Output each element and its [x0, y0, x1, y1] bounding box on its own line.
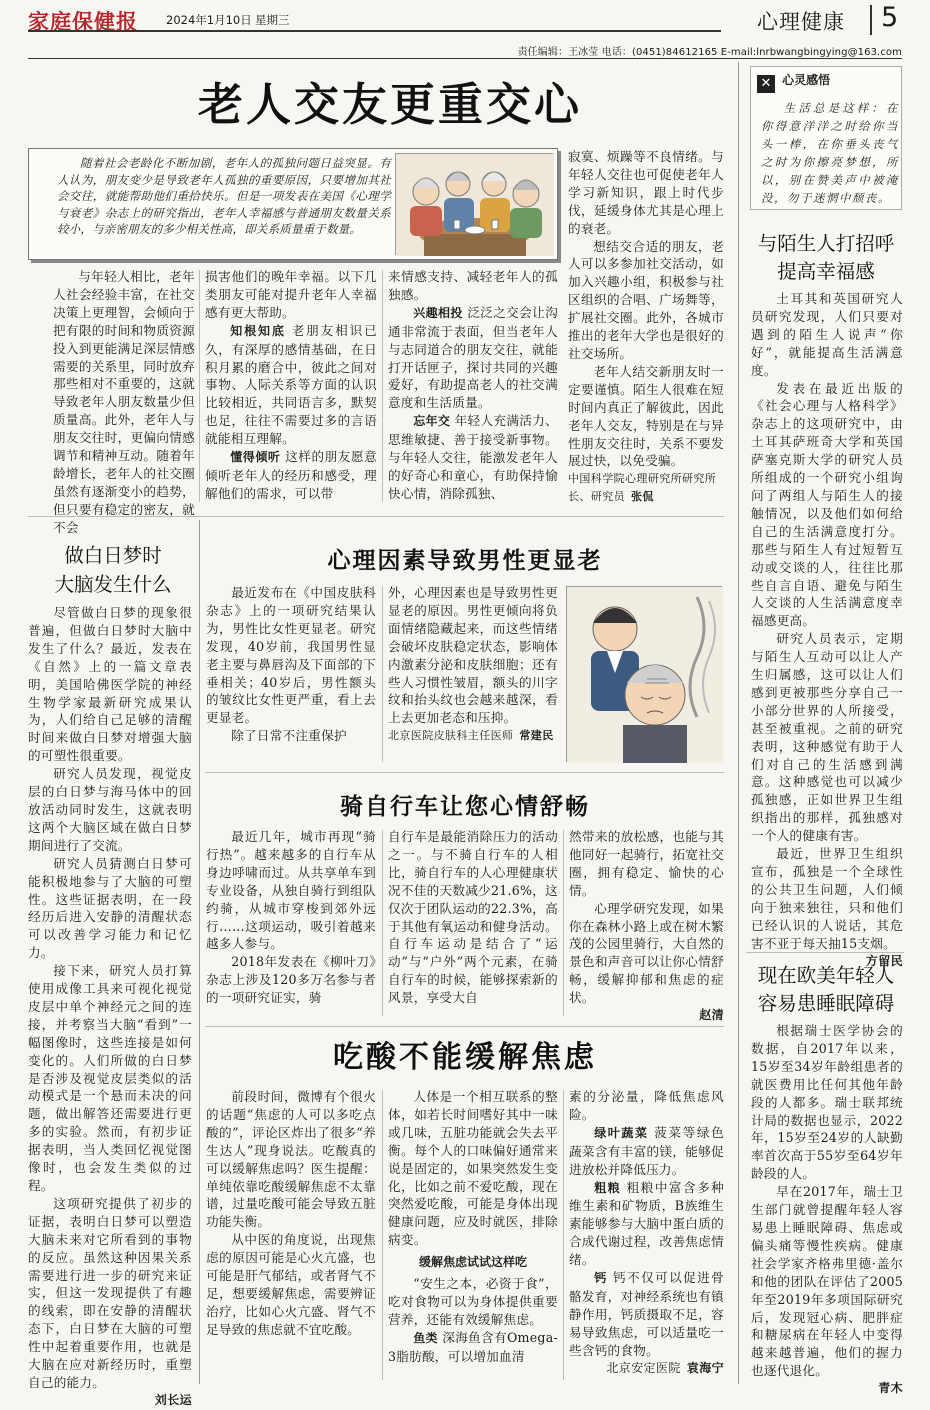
- section-rule: [205, 1026, 724, 1027]
- mid3-sig-org: 北京安定医院: [606, 1360, 681, 1375]
- lead-column-4-top: [568, 148, 724, 504]
- side1-para-3: 研究人员表示，定期与陌生人互动可以让人产生归属感，这可以让人们感到更被那些分享自己一小部分世界的人所接受，甚至被重视。之前的研究表明，这种感觉有助于人们对自己的生活感到满意。这种感觉也可以减少孤独感，正如世界卫生组织指出的那样，孤独感对一个人的健康有害。: [751, 631, 903, 844]
- mid2-para-3: 自行车是最能消除压力的活动之一。与不骑自行车的人相比，骑自行车的人心理健康状况不佳的天数减少21.6%，这仅次于团队运动的22.3%，高于其他有氧运动和健身活动。自行车运动是结合了“运动”与“户外”两个元素，在骑自行车的时候，能够探索新的风景，享受大自: [388, 829, 558, 1006]
- page-number: 5: [881, 2, 899, 33]
- mid3-para-1: 前段时间，微博有个很火的话题“焦虑的人可以多吃点酸的”，评论区炸出了很多“养生达人”现身说法。吃酸真的可以缓解焦虑吗？医生提醒：单纯依靠吃酸缓解焦虑不太靠谱，过量吃酸可能会导致五脏功能失衡。: [206, 1089, 376, 1230]
- side-article2-body: [751, 1022, 903, 1396]
- paper-name: 家庭保健报: [28, 9, 138, 34]
- side-article2-title-2: 容易患睡眠障碍: [757, 992, 895, 1015]
- mid1-para-1: 最近发布在《中国皮肤科杂志》上的一项研究结果认为，男性比女性更显老。研究发现，40岁前，我国男性显老主要与鼻唇沟及下面部的下垂相关；40岁后，男性额头的皱纹比女性更严重，看上去更显老。: [206, 585, 376, 726]
- lead-col4-para-3: 老年人结交新朋友时一定要谨慎。陌生人很难在短时间内真正了解彼此，因此老年人交友，特别是在与异性朋友交往时，关系不要发展过快，以免受骗。: [568, 363, 724, 469]
- lead-column-3: [388, 268, 558, 508]
- lead-author: 张侃: [631, 490, 654, 504]
- lead-col3-para-3: [388, 412, 558, 503]
- inspiration-text: 生活总是这样：在你得意洋洋之时给你当头一棒，在你垂头丧气之时为你擦亮梦想，所以，别在赞美声中被淹没，勿于迷惘中颓丧。: [761, 101, 899, 205]
- mid2-title: 骑自行车让您心情舒畅: [340, 793, 590, 820]
- mid1-column-2: [388, 584, 558, 764]
- section-name: 心理健康: [757, 10, 845, 34]
- mid3-column-2: [388, 1088, 558, 1384]
- lead-intro-text: 随着社会老龄化不断加剧，老年人的孤独问题日益突显。有人认为，朋友变少是导致老年人孤独的重要原因，只要增加其社会交往，就能帮助他们重拾快乐。但是一项发表在美国《心理学与衰老》杂志上的研究指出，老年人幸福感与普通朋友数量关系较小，与亲密朋友的多少相关性高，即关系质量重于数量。: [57, 156, 391, 236]
- lead-col3-para-2-lead: 兴趣相投: [413, 305, 463, 320]
- mid1-title: 心理因素导致男性更显老: [327, 547, 603, 574]
- mid2-para-5: 心理学研究发现，如果你在森林小路上或在树木繁茂的公园里骑行，大自然的景色和声音可以让你心情舒畅，缓解抑郁和焦虑的症状。: [569, 900, 724, 1006]
- mid3-para-3: 人体是一个相互联系的整体，如若长时间嗜好其中一味或几味，五脏功能就会失去平衡。每个人的口味偏好通常来说是固定的，如果突然发生变化，比如之前不爱吃酸，现在突然爱吃酸，可能是身体出现健康问题，应及时就医，排除病变。: [388, 1089, 558, 1248]
- mid2-author: 赵清: [699, 1008, 724, 1023]
- side-article1-title-2: 提高幸福感: [777, 260, 875, 283]
- left-para-5: 这项研究提供了初步的证据，表明白日梦可以塑造大脑未来对它所看到的事物的反应。虽然这种因果关系需要进行进一步的研究来证实，但这一发现提供了有趣的线索，即在安静的清醒状态下，白日梦在大脑的可塑性中起着重要作用，也就是大脑在应对新经历时，重塑自己的能力。: [28, 1195, 192, 1390]
- mid1-para-2: 除了日常不注重保护: [231, 728, 347, 744]
- mid3-para-6: 素的分泌量，降低焦虑风险。: [569, 1089, 724, 1122]
- left-author: 刘长运: [154, 1392, 192, 1407]
- section-rule: [205, 772, 724, 773]
- left-column-rule: [199, 520, 200, 1384]
- mid3-column-3: [569, 1088, 724, 1384]
- mid3-para-9-lead: 钙: [594, 1271, 608, 1286]
- side2-para-2: 早在2017年，瑞士卫生部门就曾提醒年轻人容易患上睡眠障碍、焦虑或偏头痛等慢性疾病。健康社会学家齐格弗里德·盖尔和他的团队在评估了2005年至2019年多项国际研究后，发现冠心病、肥胖症和糖尿病在年轻人中变得越来越普遍，他们的握力也逐代退化。: [751, 1184, 903, 1379]
- lead-column-2: [205, 268, 377, 508]
- mid3-para-5-lead: 鱼类: [413, 1330, 438, 1345]
- lead-intro-box: [28, 148, 558, 260]
- divider: [382, 1090, 383, 1380]
- mid2-para-1: 最近几年，城市再现“骑行热”。越来越多的自行车从身边呼啸而过。从共享单车到专业设备，从独自骑行到组队约骑，从城市穿梭到郊外远行……这项运动，吸引着越来越多人参与。: [206, 829, 376, 952]
- lead-col3-para-2: [388, 304, 558, 412]
- divider: [382, 830, 383, 1016]
- issue-weekday: 星期三: [255, 13, 290, 27]
- lead-col3-para-1: 来情感支持、减轻老年人的孤独感。: [388, 269, 558, 302]
- lead-col3-para-3-lead: 忘年交: [413, 414, 451, 429]
- divider: [563, 1090, 564, 1380]
- lead-col2-para-3-lead: 懂得倾听: [230, 450, 281, 465]
- lead-col2-para-3-text: 这样的朋友愿意倾听老年人的经历和感受，理解他们的需求，可以带: [205, 449, 377, 501]
- mid3-para-4: “安生之本，必资于食”，吃对食物可以为身体提供重要营养，还能有效缓解焦虑。: [388, 1276, 558, 1327]
- editor-line: 责任编辑：王冰莹 电话：(0451)84612165 E-mail:lnrbwangbingying@163.com: [517, 47, 902, 58]
- mid2-column-3: [569, 828, 724, 1023]
- mid3-para-8-lead: 粗粮: [594, 1180, 622, 1195]
- mid3-para-5: [388, 1329, 558, 1366]
- divider: [382, 586, 383, 762]
- lead-col3-para-2-text: 泛泛之交会让沟通非常流于表面，但当老年人与志同道合的朋友交往，就能打开话匣子，探讨共同的兴趣爱好，有助提高老人的社交满意度和生活质量。: [388, 304, 558, 411]
- lead-title: 老人交友更重交心: [197, 78, 582, 131]
- mid1-para-3: 外，心理因素也是导致男性更显老的原因。男性更倾向将负面情绪隐藏起来，而这些情绪会破坏皮肤稳定状态，影响体内激素分泌和皮肤细胞；还有些人习惯性皱眉，额头的川字纹和抬头纹也会越来越深，看上去更加老态和压抑。: [388, 585, 558, 726]
- elderly-friends-illustration: [395, 153, 553, 255]
- section-rule: [746, 952, 904, 953]
- mid2-column-1: [206, 828, 376, 1018]
- side2-author: 青木: [878, 1381, 903, 1396]
- side-article2-title-1: 现在欧美年轻人: [757, 964, 895, 987]
- left-para-3: 研究人员猜测白日梦可能积极地参与了大脑的可塑性。这些证据表明，在一段经历后进入安静的清醒状态可以改善学习能力和记忆力。: [28, 855, 192, 961]
- mid3-signature: [569, 1360, 724, 1378]
- divider: [199, 270, 200, 502]
- mid3-para-9: [569, 1269, 724, 1360]
- inspiration-label: 心灵感悟: [782, 73, 831, 87]
- header-rule: [28, 30, 721, 32]
- left-para-1: 尽管做白日梦的现象很普遍，但做白日梦时大脑中发生了什么？最近，发表在《自然》上的一篇文章表明，美国哈佛医学院的神经生物学家最新研究成果认为，人们给自己足够的清醒时间来做白日梦对增强大脑的可塑性很重要。: [28, 605, 192, 764]
- side1-para-2: 发表在最近出版的《社会心理与人格科学》杂志上的这项研究中，由土耳其萨班奇大学和英国萨塞克斯大学的研究人员所组成的一个研究小组询问了两组人与陌生人的接触情况，以及他们如何给自己的生活满意度打分。那些与陌生人有过短暂互动或交谈的人，往往比那些自言自语、避免与陌生人交谈的人生活满意度幸福感更高。: [751, 380, 903, 629]
- mid1-signature: [388, 727, 558, 745]
- left-article-body: [28, 604, 192, 1407]
- lead-col3-para-3-text: 年轻人充满活力、思维敏捷、善于接受新事物。与年轻人交往，能激发老年人的好奇心和童心，有助保持愉快心情，消除孤独、: [388, 413, 558, 501]
- side2-para-1: 根据瑞士医学协会的数据，自2017年以来，15岁至34岁年龄组患者的就医费用比任何其他年龄段的人都多。瑞士联邦统计局的数据也显示，2022年，15岁至24岁的人缺勤率首次高于55岁至64岁年龄段的人。: [751, 1023, 903, 1182]
- section-rule: [28, 516, 724, 517]
- mid2-para-2: 2018年发表在《柳叶刀》杂志上涉及120多万名参与者的一项研究证实，骑: [206, 954, 376, 1006]
- mid1-column-1: [206, 584, 376, 764]
- side1-para-4: 最近，世界卫生组织宣布，孤独是一个全球性的公共卫生问题，人们倾向于独来独往，只和他们已经认识的人说话，其危害不亚于每天抽15支烟。: [751, 846, 903, 951]
- header-bottom-rule: [28, 58, 902, 59]
- lead-col1-para-1: 与年轻人相比，老年人社会经验丰富，在社交决策上更理智，会倾向于把有限的时间和物质资源投入到更能满足深层情感需要的关系里，同时放弃那些相对不重要的，这就导致老年人朋友数量少但质量高。此外，老年人与朋友交往时，更偏向情感调节和精神互动。随着年龄增长，老年人的社交圈虽然有逐渐变小的趋势，但只要有稳定的密友，就不会: [53, 269, 195, 535]
- mid3-column-1: [206, 1088, 376, 1384]
- side2-signature: [751, 1380, 903, 1398]
- mid3-para-8: [569, 1179, 724, 1270]
- left-signature: [28, 1392, 192, 1410]
- mid3-para-9-text: 钙不仅可以促进骨骼发育，对神经系统也有镇静作用，钙质摄取不足，容易导致焦虑，可以适量吃一些含钙的食物。: [569, 1270, 724, 1358]
- side1-author: 方留民: [865, 953, 903, 968]
- masthead: [0, 0, 930, 64]
- lead-signature: [568, 470, 724, 506]
- mid3-subhead: 缓解焦虑试试这样吃: [418, 1255, 527, 1270]
- mid3-para-7: [569, 1124, 724, 1179]
- lead-col2-para-1: 损害他们的晚年幸福。以下几类朋友可能对提升老年人幸福感有更大帮助。: [205, 269, 377, 320]
- lead-col2-para-2-lead: 知根知底: [230, 323, 286, 338]
- mid3-para-7-lead: 绿叶蔬菜: [594, 1125, 649, 1140]
- section-divider: [870, 5, 872, 35]
- left-article-title-2: 大脑发生什么: [54, 573, 172, 596]
- inspiration-label-bar: [757, 71, 895, 91]
- issue-date: 2024年1月10日: [166, 13, 252, 27]
- inspiration-box: [750, 66, 902, 210]
- mid3-para-5-text: 深海鱼含有Omega-3脂肪酸，可以增加血清: [388, 1329, 558, 1364]
- lead-col4-para-2: 想结交合适的朋友，老人可以多参加社交活动，如加入兴趣小组，积极参与社区组织的合唱、广场舞等，扩展社交圈。此外，各城市推出的老年大学也是很好的社交场所。: [568, 238, 724, 361]
- divider: [382, 270, 383, 502]
- side1-para-1: 土耳其和英国研究人员研究发现，人们只要对遇到的陌生人说声“你好”，就能提高生活满意度。: [751, 291, 903, 378]
- mid3-para-2: 从中医的角度说，出现焦虑的原因可能是心火亢盛，也可能是肝气郁结，或者肾气不足，想要缓解焦虑，需要辨证治疗，比如心火亢盛、肾气不足导致的焦虑就不宜吃酸。: [206, 1232, 376, 1337]
- lead-col2-para-2: [205, 322, 377, 448]
- mid2-column-2: [388, 828, 558, 1018]
- x-mark-icon: ✕: [757, 75, 775, 93]
- mid1-author: 常建民: [519, 729, 554, 743]
- mid1-sig-org: 北京医院皮肤科主任医师: [388, 729, 514, 743]
- mid3-author: 袁海宁: [686, 1360, 724, 1375]
- side-article1-title-1: 与陌生人打招呼: [757, 232, 895, 255]
- lead-col2-para-3: [205, 448, 377, 503]
- divider: [563, 830, 564, 1016]
- mid3-para-8-text: 粗粮中富含多种维生素和矿物质，B族维生素能够参与大脑中蛋白质的合成代谢过程，改善焦虑情绪。: [569, 1179, 724, 1268]
- mid3-para-7-text: 菠菜等绿色蔬菜含有丰富的镁，能够促进放松并降低压力。: [569, 1124, 724, 1177]
- lead-col4-para-1: 寂寞、烦躁等不良情绪。与年轻人交往也可促使老年人学习新知识，跟上时代步伐，延缓身体尤其是心理上的衰老。: [568, 149, 724, 236]
- left-article-title-1: 做白日梦时: [64, 544, 162, 567]
- aging-man-illustration: [566, 586, 722, 762]
- side-article1-body: [751, 290, 903, 968]
- lead-col2-para-2-text: 老朋友相识已久，有深厚的感情基础，在日积月累的磨合中，彼此之间对事物、人际关系等方面的认识比较相近，共同语言多，默契也足，往往不需要过多的言语就能相互理解。: [205, 322, 377, 447]
- left-para-2: 研究人员发现，视觉皮层的白日梦与海马体中的回放活动同时发生，这就表明这两个大脑区域在做白日梦期间进行了交流。: [28, 766, 192, 853]
- mid3-title: 吃酸不能缓解焦虑: [333, 1040, 597, 1075]
- mid2-para-4: 然带来的放松感，也能与其他同好一起骑行，拓宽社交圈，拥有稳定、愉快的心情。: [569, 829, 724, 898]
- mid2-signature: [569, 1007, 724, 1025]
- left-para-4: 接下来，研究人员打算使用成像工具来可视化视觉皮层中单个神经元之间的连接，并考察当大脑“看到”一幅图像时，这些连接是如何变化的。人们所做的白日梦是否涉及视觉皮层类似的活动模式是一个悬而未决的问题，做出解答还需要进行更多的实验。然而，有初步证据表明，当人类回忆视觉图像时，也会发生类似的过程。: [28, 963, 192, 1193]
- right-column-rule: [738, 62, 739, 1384]
- lead-sig-org: 中国科学院心理研究所研究所长、研究员: [568, 472, 717, 504]
- lead-column-1: [53, 268, 195, 535]
